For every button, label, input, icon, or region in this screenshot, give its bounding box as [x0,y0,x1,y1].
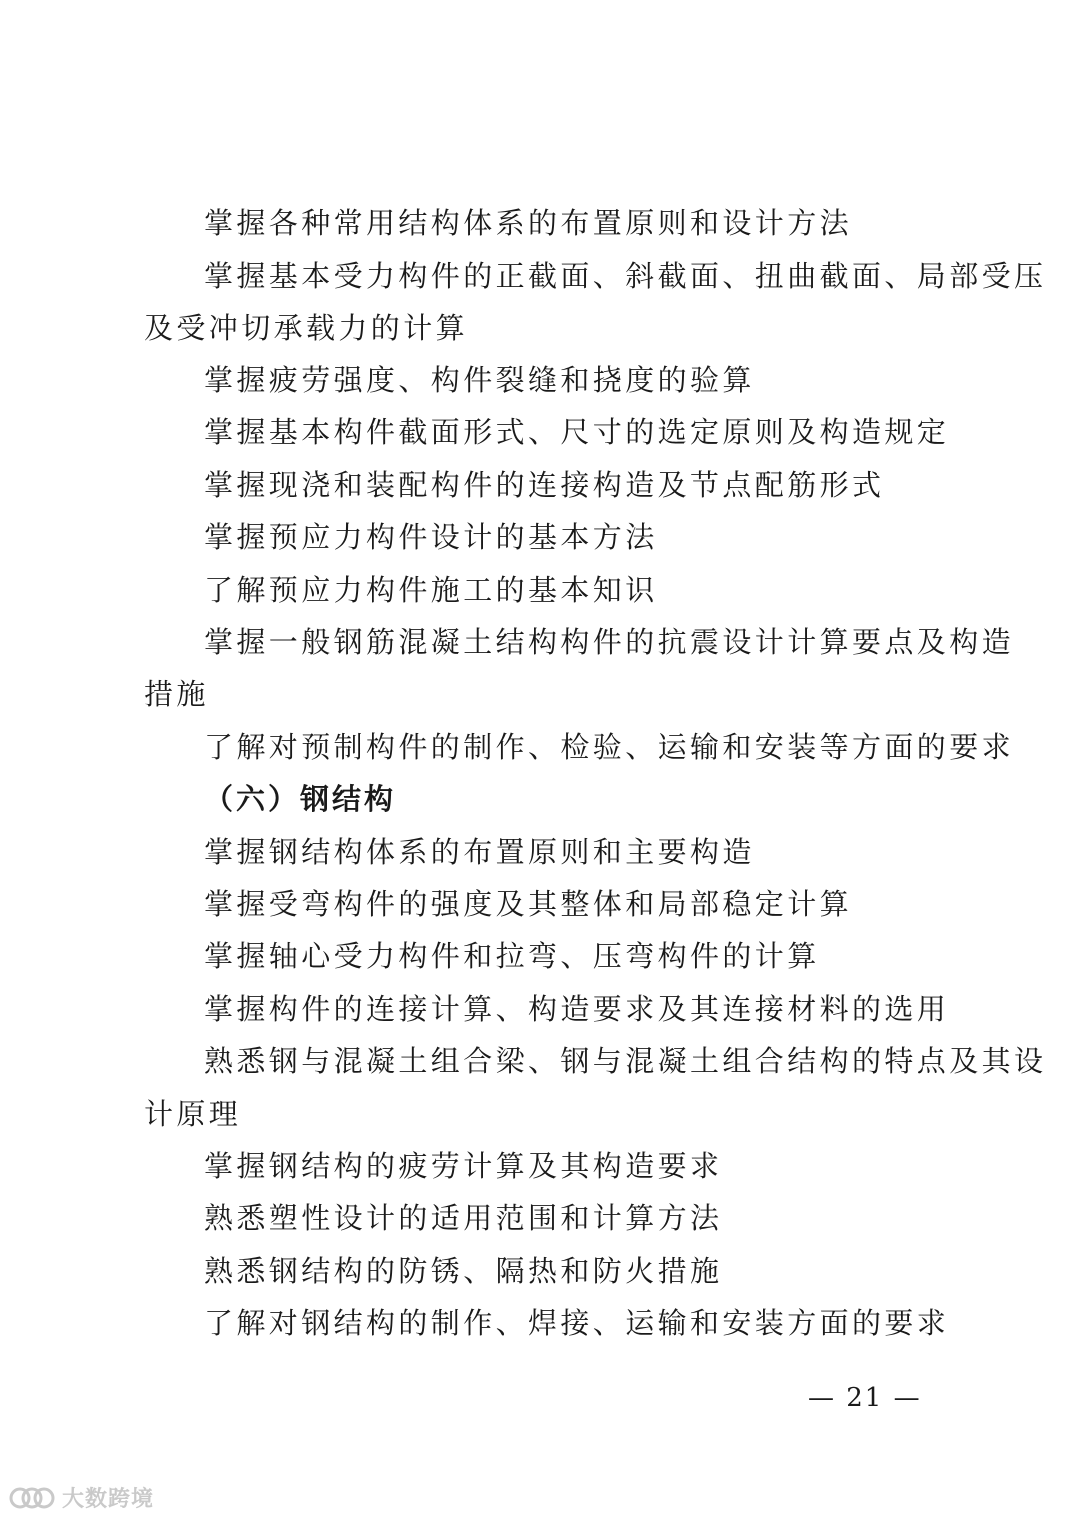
text-line: 掌握各种常用结构体系的布置原则和设计方法 [204,206,853,240]
text-line: 掌握钢结构体系的布置原则和主要构造 [204,835,755,869]
brand-logo-icon [8,1483,56,1513]
text-line: 了解预应力构件施工的基本知识 [204,573,658,607]
text-line: 掌握受弯构件的强度及其整体和局部稳定计算 [204,887,853,921]
text-line: 掌握现浇和装配构件的连接构造及节点配筋形式 [204,468,885,502]
watermark [8,1482,154,1513]
text-line: 熟悉塑性设计的适用范围和计算方法 [204,1201,723,1235]
text-line: 掌握基本构件截面形式、尺寸的选定原则及构造规定 [204,415,950,449]
text-line: 熟悉钢结构的防锈、隔热和防火措施 [204,1254,723,1288]
section-heading: （六）钢结构 [204,782,397,816]
text-line-continuation: 计原理 [144,1097,242,1131]
text-line: 熟悉钢与混凝土组合梁、钢与混凝土组合结构的特点及其设 [204,1044,1047,1078]
text-line: 掌握一般钢筋混凝土结构构件的抗震设计计算要点及构造 [204,625,1015,659]
text-line-continuation: 措施 [144,677,209,711]
text-line: 掌握预应力构件设计的基本方法 [204,520,658,554]
text-line: 掌握钢结构的疲劳计算及其构造要求 [204,1149,723,1183]
text-line: 掌握基本受力构件的正截面、斜截面、扭曲截面、局部受压 [204,259,1047,293]
text-line: 了解对钢结构的制作、焊接、运输和安装方面的要求 [204,1306,950,1340]
text-line: 掌握轴心受力构件和拉弯、压弯构件的计算 [204,939,820,973]
text-line: 掌握疲劳强度、构件裂缝和挠度的验算 [204,363,755,397]
text-line-continuation: 及受冲切承载力的计算 [144,311,469,345]
text-line: 掌握构件的连接计算、构造要求及其连接材料的选用 [204,992,950,1026]
watermark-text: 大数跨境 [62,1487,155,1512]
text-line: 了解对预制构件的制作、检验、运输和安装等方面的要求 [204,730,1015,764]
page-number: — 21 — [808,1383,922,1413]
